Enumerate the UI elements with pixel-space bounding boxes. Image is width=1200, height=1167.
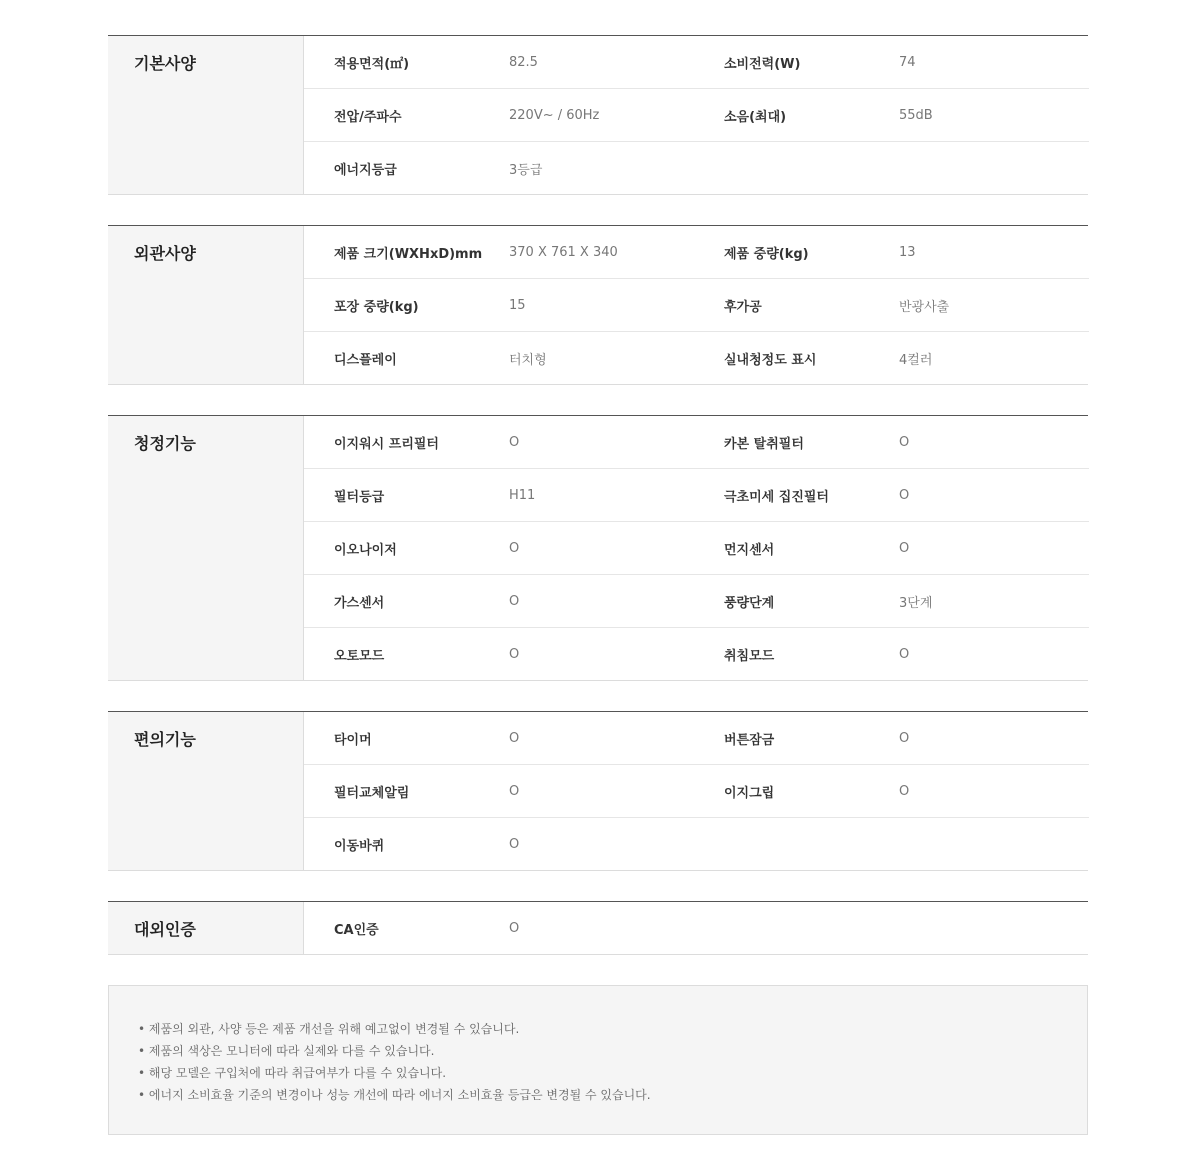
spec-row <box>304 764 1089 817</box>
spec-row <box>304 331 1089 384</box>
spec-value: 15 <box>509 297 526 313</box>
spec-value: O <box>509 434 520 450</box>
spec-label: 포장 중량(kg) <box>334 299 419 315</box>
spec-row <box>304 416 1089 468</box>
notice-box <box>108 985 1088 1135</box>
spec-rows <box>304 712 1089 870</box>
spec-label: 이오나이저 <box>334 542 397 558</box>
section-title: 편의기능 <box>108 712 304 870</box>
spec-section <box>108 901 1088 955</box>
spec-row <box>304 36 1089 88</box>
spec-value: 반광사출 <box>899 299 950 315</box>
spec-section <box>108 415 1088 681</box>
spec-value: O <box>899 730 910 746</box>
notice-item: • 에너지 소비효율 기준의 변경이나 성능 개선에 따라 에너지 소비효율 등급은 변경될 수 있습니다. <box>138 1084 1087 1106</box>
spec-row <box>304 278 1089 331</box>
spec-value: O <box>509 920 520 936</box>
spec-label: 디스플레이 <box>334 352 397 368</box>
spec-value: O <box>899 783 910 799</box>
spec-section <box>108 225 1088 385</box>
notice-item: • 제품의 색상은 모니터에 따라 실제와 다를 수 있습니다. <box>138 1040 1087 1062</box>
spec-value: O <box>509 646 520 662</box>
spec-value: 3단계 <box>899 595 933 611</box>
spec-value: O <box>509 593 520 609</box>
spec-label: 에너지등급 <box>334 162 397 178</box>
spec-label: 적용면적(㎡) <box>334 56 410 72</box>
spec-label: 필터등급 <box>334 489 385 505</box>
spec-label: 필터교체알림 <box>334 785 410 801</box>
spec-label: 가스센서 <box>334 595 385 611</box>
spec-row <box>304 902 1088 954</box>
spec-row <box>304 226 1089 278</box>
notice-item: • 제품의 외관, 사양 등은 제품 개선을 위해 예고없이 변경될 수 있습니다. <box>138 1018 1087 1040</box>
spec-value: 4컬러 <box>899 352 933 368</box>
notice-item: • 해당 모델은 구입처에 따라 취급여부가 다를 수 있습니다. <box>138 1062 1087 1084</box>
spec-label: 이지그립 <box>724 785 775 801</box>
spec-label: 오토모드 <box>334 648 385 664</box>
spec-section <box>108 711 1088 871</box>
spec-table <box>108 35 1088 985</box>
spec-rows <box>304 226 1089 384</box>
spec-label: 이지워시 프리필터 <box>334 436 439 452</box>
spec-value: O <box>509 540 520 556</box>
section-title: 기본사양 <box>108 36 304 194</box>
spec-value: 82.5 <box>509 54 538 70</box>
spec-label: 제품 중량(kg) <box>724 246 809 262</box>
spec-value: 220V~ / 60Hz <box>509 107 600 123</box>
spec-rows <box>304 416 1089 680</box>
spec-rows <box>304 902 1088 954</box>
spec-label: 소비전력(W) <box>724 56 801 72</box>
spec-row <box>304 574 1089 627</box>
spec-section <box>108 35 1088 195</box>
spec-value: 3등급 <box>509 162 543 178</box>
section-title: 청정기능 <box>108 416 304 680</box>
spec-row <box>304 712 1089 764</box>
spec-value: O <box>899 540 910 556</box>
spec-value: O <box>899 646 910 662</box>
spec-label: 후가공 <box>724 299 762 315</box>
spec-value: 13 <box>899 244 916 260</box>
spec-label: 소음(최대) <box>724 109 787 125</box>
spec-value: H11 <box>509 487 536 503</box>
spec-row <box>304 627 1089 680</box>
spec-value: O <box>899 487 910 503</box>
spec-rows <box>304 36 1089 194</box>
spec-label: 버튼잠금 <box>724 732 775 748</box>
spec-label: 이동바퀴 <box>334 838 385 854</box>
spec-label: 전압/주파수 <box>334 109 402 125</box>
spec-label: 카본 탈취필터 <box>724 436 804 452</box>
spec-row <box>304 468 1089 521</box>
spec-label: 먼지센서 <box>724 542 775 558</box>
spec-label: 극초미세 집진필터 <box>724 489 829 505</box>
spec-label: 타이머 <box>334 732 372 748</box>
section-title: 대외인증 <box>108 902 304 954</box>
spec-label: 취침모드 <box>724 648 775 664</box>
spec-value: O <box>509 783 520 799</box>
spec-label: 실내청정도 표시 <box>724 352 817 368</box>
spec-label: 제품 크기(WXHxD)mm <box>334 246 483 262</box>
spec-value: O <box>899 434 910 450</box>
spec-value: O <box>509 836 520 852</box>
spec-row <box>304 817 1089 870</box>
spec-label: CA인증 <box>334 922 379 938</box>
section-title: 외관사양 <box>108 226 304 384</box>
spec-value: O <box>509 730 520 746</box>
spec-row <box>304 88 1089 141</box>
spec-value: 55dB <box>899 107 933 123</box>
spec-label: 풍량단계 <box>724 595 775 611</box>
spec-row <box>304 521 1089 574</box>
spec-value: 터치형 <box>509 352 547 368</box>
spec-row <box>304 141 1089 194</box>
spec-value: 74 <box>899 54 916 70</box>
spec-value: 370 X 761 X 340 <box>509 244 618 260</box>
